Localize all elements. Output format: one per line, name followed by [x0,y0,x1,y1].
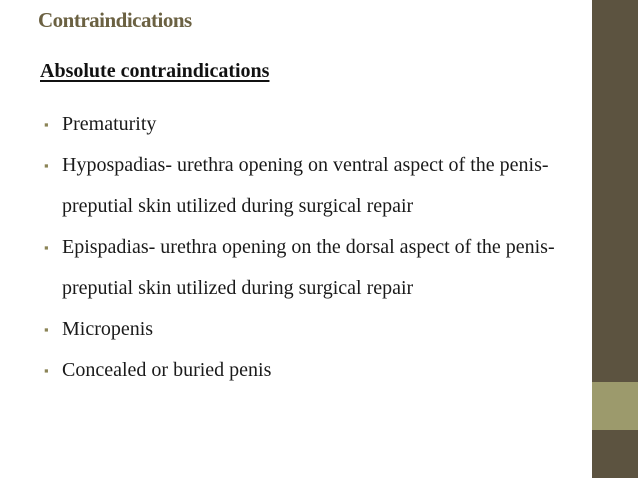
section-heading: Absolute contraindications [40,60,270,82]
bullet-item-epispadias [44,227,592,309]
bullet-item-hypospadias [44,145,592,227]
square-bullet-icon: ▪ [44,240,49,255]
slide-title: Contraindications [38,8,192,32]
sidebar-accent-block [592,382,638,430]
bullet-text: Hypospadias- urethra opening on ventral aspect of the penis- preputial skin utilized during surgical repair [62,154,549,217]
square-bullet-icon: ▪ [44,117,49,132]
square-bullet-icon: ▪ [44,322,49,337]
bullet-item-micropenis [44,309,592,350]
bullet-text: Epispadias- urethra opening on the dorsal aspect of the penis- preputial skin utilized during surgical repair [62,236,555,299]
bullet-text: Micropenis [62,318,154,340]
square-bullet-icon: ▪ [44,363,49,378]
bullet-item-prematurity [44,104,592,145]
bullet-list [44,104,592,391]
bullet-text: Prematurity [62,113,157,135]
bullet-text: Concealed or buried penis [62,359,272,381]
square-bullet-icon: ▪ [44,158,49,173]
bullet-item-concealed-penis [44,350,592,391]
